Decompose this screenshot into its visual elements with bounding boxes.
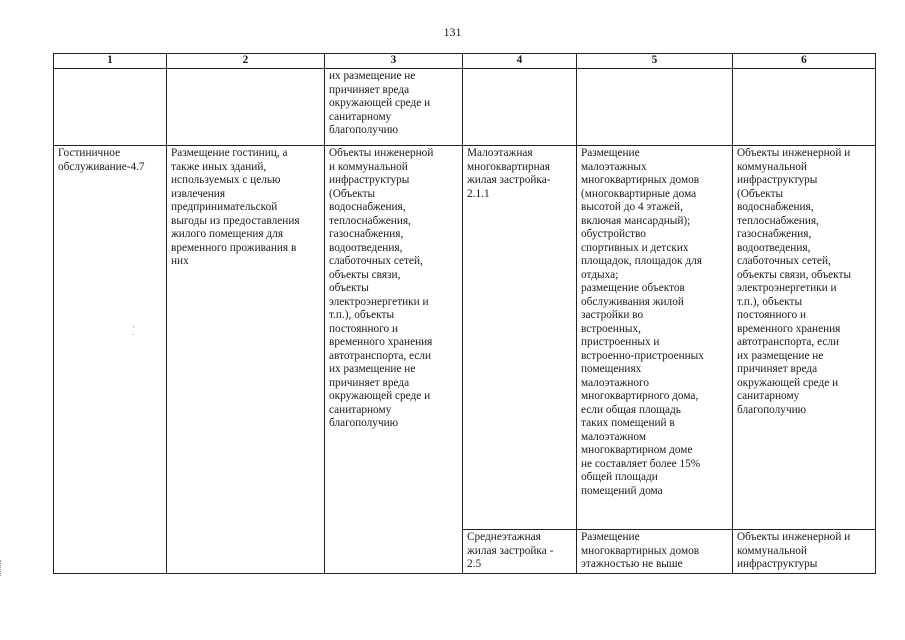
table-cell-conditional-use: Среднеэтажная жилая застройка - 2.5 <box>463 530 577 574</box>
page-number: 131 <box>443 25 462 39</box>
column-header-5: 5 <box>577 54 733 69</box>
table-row-hotel-service <box>54 146 876 530</box>
column-header-3: 3 <box>325 54 463 69</box>
column-header-1: 1 <box>54 54 167 69</box>
table-cell-conditional-auxiliary: Объекты инженерной и коммунальной инфраструктуры (Объекты водоснабжения, теплоснабжения, газоснабжения, водоотведения, слаботочных сетей, объекты связи, объекты электроэнергетики и т.п.), объекты постоянного и временного хранения автотранспорта, если их размещение не причиняет вреда окружающей среде и санитарному благополучию <box>733 146 876 530</box>
table-cell <box>167 69 325 146</box>
table-cell-conditional-use: Малоэтажная многоквартирная жилая застройка- 2.1.1 <box>463 146 577 530</box>
stray-mark: ˏ´ <box>128 324 138 336</box>
table-cell <box>733 69 876 146</box>
header-row <box>54 54 876 69</box>
table-cell: их размещение не причиняет вреда окружающей среде и санитарному благополучию <box>325 69 463 146</box>
table-cell-description: Размещение гостиниц, а также иных зданий, используемых с целью извлечения предпринимательской выгоды из предоставления жилого помещения для временного проживания в них <box>167 146 325 574</box>
column-header-4: 4 <box>463 54 577 69</box>
table-cell <box>463 69 577 146</box>
table-cell <box>54 69 167 146</box>
table-cell-conditional-auxiliary: Объекты инженерной и коммунальной инфраструктуры <box>733 530 876 574</box>
table-cell-conditional-description: Размещение малоэтажных многоквартирных домов (многоквартирные дома высотой до 4 этажей, включая мансардный); обустройство спортивных и детских площадок, площадок для отдыха; размещение объектов обслуживания жилой застройки во встроенных, пристроенных и встроенно-пристроенных помещениях малоэтажного многоквартирного дома, если общая площадь таких помещений в малоэтажном многоквартирном доме не составляет более 15% общей площади помещений дома <box>577 146 733 530</box>
table-cell <box>577 69 733 146</box>
margin-mark <box>0 560 4 576</box>
table-row-continuation <box>54 69 876 146</box>
table-cell-auxiliary: Объекты инженерной и коммунальной инфраструктуры (Объекты водоснабжения, теплоснабжения, газоснабжения, водоотведения, слаботочных сетей, объекты связи, объекты электроэнергетики и т.п.), объекты постоянного и временного хранения автотранспорта, если их размещение не причиняет вреда окружающей среде и санитарному благополучию <box>325 146 463 574</box>
column-header-6: 6 <box>733 54 876 69</box>
column-header-2: 2 <box>167 54 325 69</box>
table-cell-use-type: Гостиничное обслуживание-4.7 <box>54 146 167 574</box>
table-cell-conditional-description: Размещение многоквартирных домов этажностью не выше <box>577 530 733 574</box>
land-use-table <box>53 53 876 574</box>
